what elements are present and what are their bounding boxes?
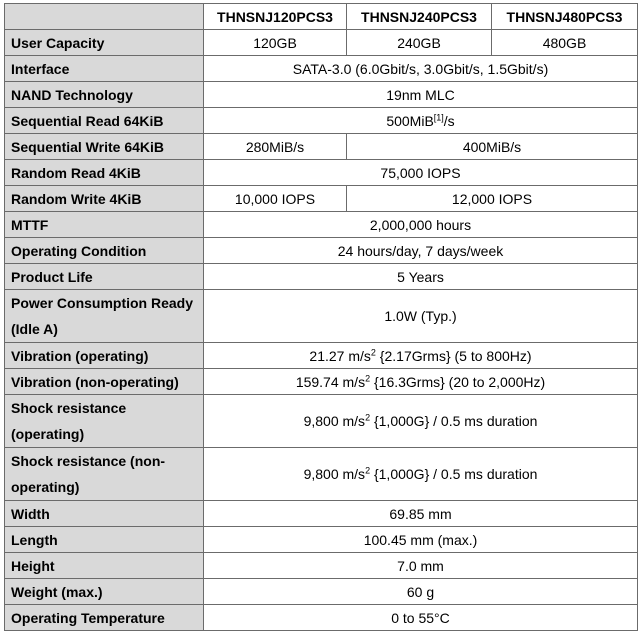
row-label: Operating Condition <box>5 238 204 264</box>
value-superscript: 2 <box>370 346 376 357</box>
value-cell <box>204 30 347 56</box>
table-row <box>5 448 638 501</box>
value-cell <box>204 527 638 553</box>
table-row <box>5 343 638 369</box>
value-cell <box>204 134 347 160</box>
value-text-suffix: /s <box>443 112 455 129</box>
value-text-suffix: {1,000G} / 0.5 ms duration <box>370 413 538 429</box>
value-cell <box>204 238 638 264</box>
value-cell <box>204 605 638 631</box>
value-text-suffix: {16.3Grms} (20 to 2,000Hz) <box>370 373 546 390</box>
value-cell <box>204 290 638 343</box>
value-text: 9,800 m/s <box>303 466 366 482</box>
row-label: Product Life <box>5 264 204 290</box>
value-cell <box>204 186 347 212</box>
table-row <box>5 579 638 605</box>
value-text: 0 to 55°C <box>391 609 450 626</box>
value-text: 159.74 m/s <box>295 373 366 390</box>
header-model-480: THNSNJ480PCS3 <box>492 4 638 30</box>
table-row <box>5 605 638 631</box>
value-cell <box>204 56 638 82</box>
row-label: User Capacity <box>5 30 204 56</box>
row-label: Sequential Read 64KiB <box>5 108 204 134</box>
value-text: 1.0W (Typ.) <box>384 308 457 324</box>
value-superscript: 2 <box>365 372 371 383</box>
table-header-row <box>5 4 638 30</box>
value-text: 280MiB/s <box>245 138 305 155</box>
value-text: 240GB <box>397 34 441 51</box>
value-cell <box>204 343 638 369</box>
value-text: 75,000 IOPS <box>380 164 461 181</box>
value-cell <box>204 264 638 290</box>
value-text: 19nm MLC <box>386 86 455 103</box>
value-cell <box>204 82 638 108</box>
table-row <box>5 238 638 264</box>
value-text-suffix: {2.17Grms} (5 to 800Hz) <box>375 347 532 364</box>
value-cell <box>204 212 638 238</box>
table-row <box>5 30 638 56</box>
value-text: 12,000 IOPS <box>451 190 533 207</box>
table-row <box>5 527 638 553</box>
value-superscript: [1] <box>433 111 444 122</box>
row-label: Shock resistance (non-operating) <box>5 448 204 501</box>
row-label: Sequential Write 64KiB <box>5 134 204 160</box>
value-superscript: 2 <box>365 465 371 476</box>
spec-table-body <box>5 30 638 631</box>
row-label: Random Read 4KiB <box>5 160 204 186</box>
value-text: 2,000,000 hours <box>369 216 472 233</box>
row-label: Shock resistance (operating) <box>5 395 204 448</box>
row-label: Random Write 4KiB <box>5 186 204 212</box>
table-row <box>5 108 638 134</box>
header-corner-cell <box>5 4 204 30</box>
row-label: Weight (max.) <box>5 579 204 605</box>
row-label: NAND Technology <box>5 82 204 108</box>
value-text: 100.45 mm (max.) <box>363 531 478 548</box>
value-cell <box>204 108 638 134</box>
value-cell <box>204 579 638 605</box>
table-row <box>5 290 638 343</box>
value-text: 5 Years <box>397 268 444 285</box>
value-text: 400MiB/s <box>462 138 522 155</box>
value-cell <box>204 501 638 527</box>
value-cell <box>204 553 638 579</box>
row-label: Power Consumption Ready (Idle A) <box>5 290 204 343</box>
value-text: 10,000 IOPS <box>234 190 316 207</box>
table-row <box>5 134 638 160</box>
table-row <box>5 501 638 527</box>
row-label: Interface <box>5 56 204 82</box>
table-row <box>5 82 638 108</box>
value-text: 21.27 m/s <box>309 347 371 364</box>
value-cell <box>204 369 638 395</box>
value-text: 60 g <box>406 583 435 600</box>
row-label: Vibration (operating) <box>5 343 204 369</box>
value-text: 120GB <box>253 34 297 51</box>
row-label: Width <box>5 501 204 527</box>
value-text: 24 hours/day, 7 days/week <box>337 242 504 259</box>
value-text: SATA-3.0 (6.0Gbit/s, 3.0Gbit/s, 1.5Gbit/s) <box>292 60 549 77</box>
value-cell <box>204 448 638 501</box>
value-cell <box>204 160 638 186</box>
value-superscript: 2 <box>365 412 371 423</box>
value-text: 9,800 m/s <box>303 413 366 429</box>
value-cell <box>347 134 638 160</box>
value-cell <box>204 395 638 448</box>
table-row <box>5 186 638 212</box>
table-row <box>5 160 638 186</box>
value-text: 500MiB <box>386 112 434 129</box>
value-cell <box>492 30 638 56</box>
value-text: 480GB <box>542 34 587 51</box>
table-row <box>5 553 638 579</box>
table-row <box>5 264 638 290</box>
table-row <box>5 212 638 238</box>
header-model-240: THNSNJ240PCS3 <box>347 4 492 30</box>
row-label: Operating Temperature <box>5 605 204 631</box>
value-cell <box>347 30 492 56</box>
row-label: Vibration (non-operating) <box>5 369 204 395</box>
header-model-120: THNSNJ120PCS3 <box>204 4 347 30</box>
table-row <box>5 56 638 82</box>
value-text: 69.85 mm <box>389 505 452 522</box>
table-row <box>5 395 638 448</box>
value-cell <box>347 186 638 212</box>
row-label: Length <box>5 527 204 553</box>
row-label: MTTF <box>5 212 204 238</box>
row-label: Height <box>5 553 204 579</box>
value-text-suffix: {1,000G} / 0.5 ms duration <box>370 466 538 482</box>
value-text: 7.0 mm <box>397 557 444 574</box>
table-row <box>5 369 638 395</box>
ssd-spec-table <box>4 3 638 631</box>
